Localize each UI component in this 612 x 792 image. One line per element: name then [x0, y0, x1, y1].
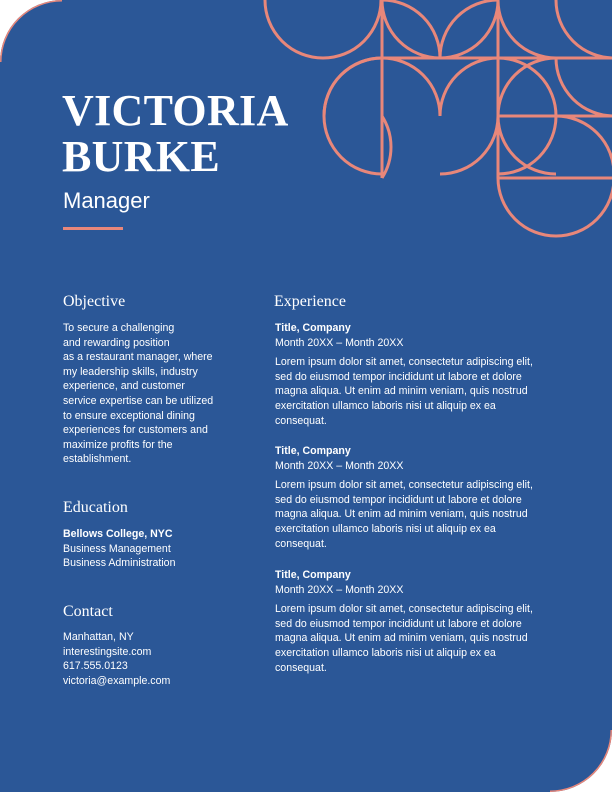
- experience-heading: Experience: [274, 293, 346, 310]
- experience-title: Title, Company: [275, 569, 351, 581]
- accent-divider: [63, 227, 123, 230]
- contact-heading: Contact: [63, 603, 113, 620]
- experience-item: [275, 444, 533, 551]
- experience-line: Lorem ipsum dolor sit amet, consectetur adipiscing elit,: [275, 479, 533, 492]
- candidate-name: [62, 88, 289, 180]
- experience-item: [275, 321, 533, 428]
- objective-line: maximize profits for the: [63, 438, 173, 451]
- experience-line: Lorem ipsum dolor sit amet, consectetur adipiscing elit,: [275, 356, 533, 369]
- objective-heading: Objective: [63, 293, 126, 310]
- experience-title: Title, Company: [275, 322, 351, 334]
- education-heading: Education: [63, 499, 128, 516]
- education-text: [63, 527, 175, 571]
- first-name: VICTORIA: [62, 86, 289, 135]
- experience-dates: Month 20XX – Month 20XX: [275, 336, 404, 349]
- education-school: Bellows College, NYC: [63, 528, 173, 540]
- experience-line: sed do eiusmod tempor incididunt ut labore et dolore: [275, 370, 522, 383]
- experience-title: Title, Company: [275, 445, 351, 457]
- experience-line: sed do eiusmod tempor incididunt ut labore et dolore: [275, 493, 522, 506]
- experience-dates: Month 20XX – Month 20XX: [275, 583, 404, 596]
- experience-line: magna aliqua. Ut enim ad minim veniam, quis nostrud: [275, 632, 528, 645]
- objective-line: as a restaurant manager, where: [63, 351, 213, 364]
- experience-line: sed do eiusmod tempor incididunt ut labore et dolore: [275, 617, 522, 630]
- objective-line: my leadership skills, industry: [63, 365, 198, 378]
- job-title: Manager: [63, 188, 150, 213]
- objective-line: service expertise can be utilized: [63, 394, 214, 407]
- objective-line: to ensure exceptional dining: [63, 409, 195, 422]
- experience-line: consequat.: [275, 414, 327, 427]
- contact-location: Manhattan, NY: [63, 631, 134, 643]
- experience-line: exercitation ullamco laboris nisi ut aliquip ex ea: [275, 399, 496, 412]
- contact-phone: 617.555.0123: [63, 660, 128, 673]
- objective-line: establishment.: [63, 453, 132, 466]
- experience-line: consequat.: [275, 537, 327, 550]
- experience-line: exercitation ullamco laboris nisi ut aliquip ex ea: [275, 646, 496, 659]
- objective-line: and rewarding position: [63, 336, 170, 349]
- experience-dates: Month 20XX – Month 20XX: [275, 459, 404, 472]
- last-name: BURKE: [62, 132, 220, 181]
- objective-line: experiences for customers and: [63, 424, 208, 437]
- contact-email: victoria@example.com: [63, 674, 171, 687]
- education-line: Business Management: [63, 542, 171, 555]
- experience-description: [275, 355, 533, 428]
- experience-line: magna aliqua. Ut enim ad minim veniam, quis nostrud: [275, 385, 528, 398]
- objective-text: [63, 321, 213, 467]
- experience-description: [275, 602, 533, 675]
- objective-line: To secure a challenging: [63, 322, 175, 334]
- education-line: Business Administration: [63, 557, 176, 570]
- experience-line: Lorem ipsum dolor sit amet, consectetur adipiscing elit,: [275, 603, 533, 616]
- experience-description: [275, 478, 533, 551]
- contact-text: [63, 630, 170, 688]
- experience-line: consequat.: [275, 661, 327, 674]
- contact-website: interestingsite.com: [63, 645, 152, 658]
- experience-line: exercitation ullamco laboris nisi ut aliquip ex ea: [275, 522, 496, 535]
- objective-line: experience, and customer: [63, 380, 185, 393]
- experience-item: [275, 568, 533, 675]
- experience-line: magna aliqua. Ut enim ad minim veniam, quis nostrud: [275, 508, 528, 521]
